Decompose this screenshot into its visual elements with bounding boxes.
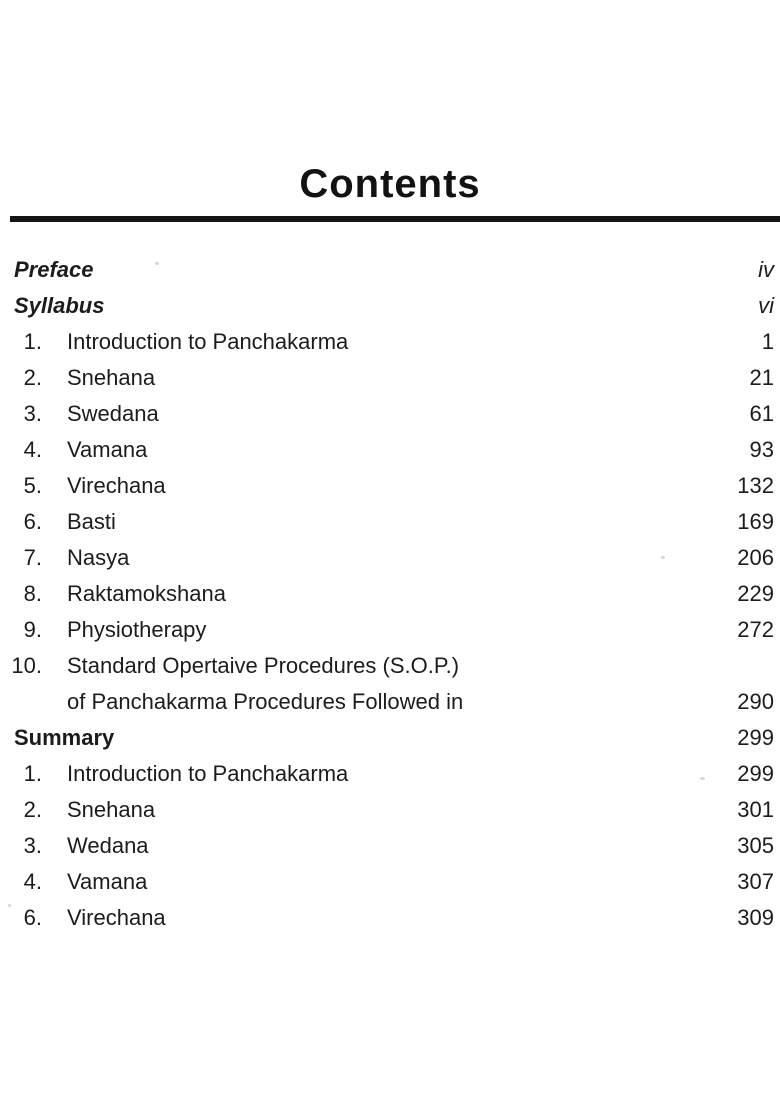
toc-chapter-number: 6. — [23, 509, 42, 534]
toc-page-number: 61 — [749, 401, 774, 426]
scan-speck — [661, 556, 665, 559]
toc-row-summary-item — [0, 756, 780, 792]
toc-entry-title: Snehana — [67, 797, 156, 822]
scan-speck — [8, 904, 11, 907]
toc-chapter-number: 1. — [23, 761, 42, 786]
toc-page-number: 206 — [737, 545, 774, 570]
toc-chapter-number: 1. — [23, 329, 42, 354]
toc-row-chapter — [0, 468, 780, 504]
toc-chapter-number: 2. — [23, 797, 42, 822]
toc-entry-label: Syllabus — [14, 293, 105, 318]
toc-chapter-number: 9. — [23, 617, 42, 642]
toc-page-number: 301 — [737, 797, 774, 822]
toc-row-chapter — [0, 648, 780, 684]
toc-row-chapter-continuation — [0, 684, 780, 720]
toc-page-number: 272 — [737, 617, 774, 642]
toc-page-number: 309 — [737, 905, 774, 930]
toc-entry-title: Virechana — [67, 905, 166, 930]
toc-entry-title: Wedana — [67, 833, 149, 858]
toc-entry-label: Preface — [14, 257, 94, 282]
toc-entry-title: Raktamokshana — [67, 581, 226, 606]
toc-chapter-number: 2. — [23, 365, 42, 390]
toc-row-summary-item — [0, 900, 780, 936]
toc-page-number: 290 — [737, 689, 774, 714]
toc-row-chapter — [0, 432, 780, 468]
toc-entry-title: Nasya — [67, 545, 130, 570]
toc-row-chapter — [0, 324, 780, 360]
toc-page-number: iv — [758, 257, 774, 282]
toc-chapter-number: 8. — [23, 581, 42, 606]
toc-page-number: 93 — [749, 437, 774, 462]
toc-row-preface — [0, 252, 780, 288]
toc-page-number: 21 — [749, 365, 774, 390]
toc-entry-title: Introduction to Panchakarma — [67, 761, 349, 786]
scan-speck — [700, 777, 705, 780]
table-of-contents — [0, 252, 780, 936]
toc-row-chapter — [0, 612, 780, 648]
toc-page-number: 1 — [761, 329, 774, 354]
toc-page-number: 132 — [737, 473, 774, 498]
toc-chapter-number: 3. — [23, 401, 42, 426]
toc-chapter-number: 6. — [23, 905, 42, 930]
scan-speck — [155, 262, 159, 265]
page-title: Contents — [299, 162, 481, 206]
toc-chapter-number: 7. — [23, 545, 42, 570]
toc-entry-title: Introduction to Panchakarma — [67, 329, 349, 354]
toc-entry-title: Virechana — [67, 473, 166, 498]
toc-entry-title: Standard Opertaive Procedures (S.O.P.) — [67, 653, 460, 678]
toc-chapter-number: 5. — [23, 473, 42, 498]
toc-chapter-number: 10. — [11, 653, 42, 678]
toc-row-summary-item — [0, 864, 780, 900]
toc-chapter-number — [0, 684, 42, 720]
toc-page-number: 299 — [737, 761, 774, 786]
toc-page-number: 169 — [737, 509, 774, 534]
toc-page-number: 299 — [737, 725, 774, 750]
toc-row-syllabus — [0, 288, 780, 324]
toc-row-chapter — [0, 360, 780, 396]
toc-page-number: 229 — [737, 581, 774, 606]
toc-entry-title: Snehana — [67, 365, 156, 390]
toc-row-summary-item — [0, 828, 780, 864]
toc-row-chapter — [0, 396, 780, 432]
toc-page-number: 305 — [737, 833, 774, 858]
toc-section-label: Summary — [14, 725, 115, 750]
toc-row-summary-item — [0, 792, 780, 828]
toc-chapter-number: 3. — [23, 833, 42, 858]
toc-row-chapter — [0, 576, 780, 612]
toc-entry-title: Basti — [67, 509, 116, 534]
toc-entry-title: Physiotherapy — [67, 617, 207, 642]
toc-entry-title: of Panchakarma Procedures Followed in — [67, 689, 464, 714]
toc-row-summary-header — [0, 720, 780, 756]
toc-chapter-number: 4. — [23, 437, 42, 462]
title-rule — [10, 216, 780, 222]
toc-chapter-number: 4. — [23, 869, 42, 894]
toc-row-chapter — [0, 504, 780, 540]
toc-entry-title: Vamana — [67, 869, 148, 894]
toc-entry-title: Swedana — [67, 401, 159, 426]
toc-page-number: vi — [758, 293, 774, 318]
toc-page-number: 307 — [737, 869, 774, 894]
toc-entry-title: Vamana — [67, 437, 148, 462]
